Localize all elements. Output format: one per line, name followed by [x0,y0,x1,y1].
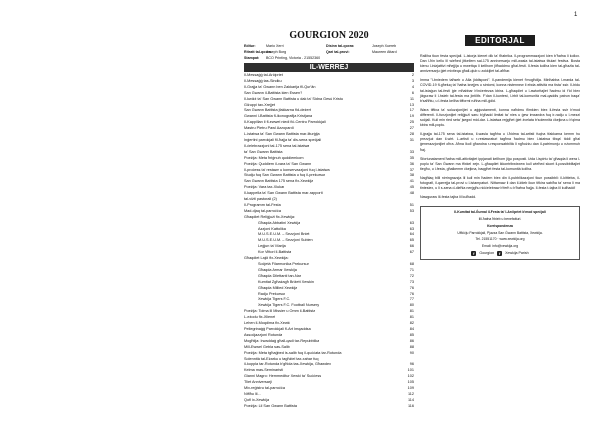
toc-entry-title: Poeżija: Lil San Ġwann Battista [244,403,297,408]
toc-entry-title: Ġwanni l-Battista fl-ikonografija Kristjana [244,114,313,119]
facebook-icon: f [473,250,475,256]
toc-entry-title: San Ġwann Battista jfakkarna fid-deżert [244,108,311,113]
facebook-icon: f [498,250,501,256]
toc-entry-page: 28 [409,132,414,137]
toc-entry-page: 112 [407,391,414,396]
toc-entry-page: 96 [409,362,414,367]
table-of-contents [244,73,414,410]
toc-entry-title: Poeżija: Meta tgħaġbed is-salib fuq il-quċċata tar-Rotunda [244,350,342,355]
toc-entry-page: 68 [409,262,414,266]
toc-entry-title: Il-kwiżż ta' San Ġwann Battista u dak ta' Sidna Ġesù Kristu [244,96,343,101]
toc-entry-page: 11 [410,96,414,101]
toc-entry-page: 64 [409,232,414,237]
masthead-key: Stampat: [244,56,260,60]
editorial-paragraph: Il-ġrajja tal-175 sena tal-istatwa, il-wasla tagħha u l-ħidma tal-artisti fuqha tfakkarna kemm hu prezzjuż dan il-wirt. L-artisti u r-restawraturi tagħna ħadmu biex l-istatwa tibqa' tiddi għal ġenerazzjonijiet oħra. Aħna lkoll għandna r-responsabbiltà li ngħożżu dan il-patrimonju u nżommuh ħaj. [420,132,580,152]
toc-entry-page: 109 [407,386,414,391]
toc-entry-page: 105 [407,380,414,385]
toc-entry-page: 80 [409,303,414,308]
masthead-key: Disinn tal-qoxra: [326,44,355,48]
toc-entry-title: Poeżija: Tolma lil Missier u Omm il-Battista [244,309,316,314]
toc-entry-page: 84 [409,326,414,331]
toc-entry-title: Il-Ġrajja ta' Ġwann ben Zakkarija fil-Qur'ān [244,84,316,89]
toc-entry-page: 38 [409,173,414,178]
toc-entry-title: tal-viżti pastorali (2) [244,197,277,202]
box-line1: Il-Kumitat tal-Ġurnal il-Festa ta' l-Arċipriet b'mod speċjali [454,210,546,215]
toc-entry-page: 76 [409,291,414,296]
toc-entry-page: 90 [409,350,414,355]
toc-entry-page: 2 [411,73,414,77]
masthead-value: Joseph Xuereb [372,44,397,48]
toc-entry-title: Tliet Anniversarji [244,380,272,385]
toc-entry-title: Għaqdiet Lajċi fix-Xewkija: [244,256,289,261]
box-line2: lill-ħafna ħbieb u benefatturi. [478,216,522,221]
masthead-key: Editur: [244,44,256,48]
toc-entry-page: 72 [409,273,414,278]
toc-entry-page: 101 [407,368,414,373]
toc-entry-title: Il-Messaġġ tal-Arċipriet [244,73,283,77]
toc-entry-title: Inġertini parrokjali fil-ħajja ta' dis-sena speċjali [244,137,322,142]
toc-entry-title: Poeżija: Quddiem il-vara ta' San Ġwann [244,161,312,166]
toc-entry-title: Kor Vittori il-Battista [258,250,292,255]
toc-entry-title: Azzjoni Kattolika [258,226,286,231]
toc-entry-page: 86 [409,338,414,343]
toc-entry-page: 53 [409,208,414,213]
toc-entry-title: Radju Prekursur [258,291,286,296]
toc-entry-page: 25 [409,120,414,125]
toc-entry-title: Kelma mas-Seminaristi [244,368,284,373]
toc-entry-page: 85 [409,332,414,337]
toc-entry-title: Mill-Ewwel Gebla sas-Salib [244,344,290,349]
toc-entry-page: 37 [409,167,414,172]
toc-entry-title: Assoċjazzjoni Rotunda [244,332,283,337]
toc-entry-page: 19 [409,114,414,119]
toc-entry-title: Poeżija: Meta ħriġnuh quddiemkom [244,155,304,160]
toc-entry-title: Pellegrinaġġ Parrokkjali fl-Art Imqaddsa [244,326,311,331]
toc-entry-title: Kumitat Żgħażagħ Briżett Xewkin [258,279,314,284]
editorial-paragraph: Sfortunatament ħafna mill-attivitajiet ippjanati kellhom jiġu posposti. Iżda l-ispirtu ta' għaqda li wera l-poplu ta' San Ġwann ma tfixkel xejn. L-għaqdiet ikkontribwixxew kull wieħed skont il-possibbiltajiet tiegħu, u l-festa, għalkemm ċkejkna, baqgħet festa tal-komunità kollha. [420,156,580,171]
contact-heading: Korrispondenza [487,223,513,228]
toc-entry-title: Il-ċelebrazzjoni tal-175 sena tal-istatwa [244,143,310,148]
toc-entry-page: 35 [409,155,414,160]
masthead-value: Maureen Attard [372,50,397,54]
toc-entry-page: 31 [409,137,414,142]
editorial-sign: Nawguraw lil-festa tajba lil kulħadd. [420,195,477,200]
toc-entry-page: 17 [409,108,414,113]
right-column [420,30,580,260]
toc-entry-title: Leġjun ta' Marija [258,244,286,249]
toc-entry-title: ta' San Ġwann Battista [244,149,283,154]
contact-address: Uffiċċju Parrokkjali, Pjazza San Ġwann Battista, Xewkija. [457,230,543,235]
toc-entry-title: Ġiżuppi tax-Xrejjet [244,102,276,107]
masthead-key: Ritratt tal-qoxra: [244,50,272,54]
toc-entry-page: 63 [409,226,414,231]
toc-entry-page: 116 [407,403,414,408]
toc-entry-page: 13 [409,102,414,107]
toc-entry-page: 77 [409,297,414,302]
toc-entry-page: 71 [409,267,414,272]
masthead-row [244,55,414,61]
contact-box [420,206,580,260]
toc-entry-title: Poeżija: Vara tax-Xlukar [244,185,285,190]
toc-entry-title: Għaqda Millied Xewkija [258,285,298,290]
toc-entry-page: 45 [409,185,414,190]
toc-entry-title: Niftħu lil... [244,391,261,396]
toc-entry-title: Qofl ix-Xewkija [244,397,270,402]
masthead-value [372,55,412,61]
toc-entry-title: Il-Programm tal-Festa [244,202,281,207]
toc-entry-title: Għaqdiet Reliġjużi fix-Xewkija: [244,214,296,219]
toc-heading: IL-WERREJ [244,63,414,72]
toc-entry-page: 66 [409,244,414,249]
editorial-heading: EDITORJAL [465,35,535,46]
toc-entry-page: 6 [411,90,414,95]
toc-entry-title: Gianni Magro: Hemmeditur Xewki ta' Suċċess [244,374,322,379]
toc-entry-title: Mix-reġistru tal-parroċċa [244,386,285,391]
toc-entry-page: 76 [409,285,414,290]
toc-entry-page: 51 [409,202,414,207]
toc-entry-page: 88 [409,344,414,349]
toc-entry-page: 3 [411,78,414,83]
toc-entry-title: Solennità tal-Eżarku u tagħżiel tax-xahar fuq [244,356,319,361]
toc-entry-title: Għaqda Armar Xewkija [258,267,297,272]
page-number: 1 [574,12,578,18]
toc-entry-page: 67 [409,250,414,255]
social-parish[interactable]: Xewkija Parish [505,251,529,256]
toc-entry-page: 82 [409,321,414,326]
toc-entry-title: Soċjetà Filarmonika Prekursur [258,262,309,266]
toc-entry-page: 81 [409,309,414,314]
toc-entry-title: Il-kappella ta' San Ġwann Battista mar-rapporti [244,191,323,196]
toc-entry-page: 81 [409,315,414,320]
toc-entry-title: Għaqda Abbatini Xewkija [258,220,301,225]
toc-entry-page: 114 [407,397,414,402]
left-column [244,30,414,410]
editorial-paragraph: Ralliha tkun festa speċjali. L-istorja kienet dik ta' tħabrika. Il-programmazzjoni kien b'ħafna li kollox. Dan l-ħin kellu lil wieħed jitkellem sal-175 anniversarju mill-wasla tal-istatwa titulari festiva. Bosta kienu l-inizjattivi mħejjija u mwettqa li kellhom jitħaddmu għal-festi. Il-festa kollha kien tal-għażla tal-anniversarju ġiet mixtieqa għall-qlub u zokkijiet tal-aħħar. [420,54,580,74]
toc-entry-page: 41 [409,179,414,184]
toc-entry-page: 27 [409,126,414,131]
toc-entry-title: Xewkija Tigers F.C. Football Nursery [258,303,320,308]
toc-entry-title: M.U.S.E.U.M. – Sezzjoni Bniet [258,232,310,237]
toc-entry-title: M.U.S.E.U.M. – Sezzjoni Subien [258,238,313,243]
toc-entry-page: 73 [409,279,414,284]
masthead-value: Mario Xerri [266,44,284,48]
toc-entry-page: 102 [407,374,414,379]
toc-entry-title: Lehen il-Moqdima fix-Xewki [244,321,291,326]
masthead-value: BCO Printing, Victoria - 21552360 [266,56,321,60]
toc-entry-page: 65 [409,238,414,243]
toc-entry-page: 33 [409,149,414,154]
toc-entry-title: Studju fuq San Ġwann Battista u fuq il-prekursur [244,173,326,178]
toc-entry-title: Għaqda Dilettanti tan-Nar [258,273,302,278]
toc-entry-title: L-eżodu fix-Xlienet [244,315,276,320]
masthead-key: Qari tal-provi: [326,50,350,54]
toc-entry-page: 48 [409,191,414,196]
masthead-value: Joseph Borg [266,50,287,54]
toc-entry-title: San Ġwann Battista 175 sena fix-Xewkija [244,179,314,184]
toc-entry-title: Mastru Pietru Pawl Azzopardi [244,126,294,131]
contact-email[interactable]: Email: info@xewkija.org [481,244,519,249]
editorial-paragraph: Wara tiftixa ta' soluzzjonijiet u aġġustamenti, konna naħdmu flimkien biex il-festa ssir b'mod differenti. Il-funzjonijiet reliġjużi saru b'għadd limitat ta' nies u ġew imxandra fuq ir-radju u l-mezzi soċjali. Kull min ried seta' jsegwi mid-dar. L-istatwa reġgħet ġiet żvelata b'solennità ċkejkna u b'qima kbira mill-poplu. [420,107,580,128]
toc-entry[interactable] [244,404,414,410]
toc-entry-title: Xewkija Tigers F.C. [258,297,291,302]
editorial-paragraph: Imma "l-bniedem taħseb u Alla jiddisponi". Il-pandemija kienet f'mogħdija. Minħabba l-marda tal-COVID-19 fl-għeluq ta' ħafna knejjes u sintomi, konna nistennew li ebda attività ma tista' ssir. Il-bidu tal-istaġun tal-festi ġie mħabbar b'inċertezza kbira. L-għaqdiet u l-awtoritajiet ħadmu id f'id biex jiżguraw li l-hsieb tal-festa ma jintilifx. F'dan il-kuntest, l-irbit tal-komunità mal-qaddis patrun baqa' b'saħħtu, u l-festa kellha tifformi ruħha mill-ġdid. [420,78,580,103]
masthead [244,43,414,61]
magazine-title: GOURGION 2020 [289,30,369,41]
editorial-paragraph: Nagħlaq billi nirringrazzja lil kull min ħadem biex din il-pubblikazzjoni tkun possibbli: il-kittieba, il-fotografi, il-qarrejja tal-provi u l-istampaturi. Nittamaw li dan il-ktieb ikun tifkira sabiħa ta' sena li ma tintesiex, u li s-sena d-dieħla nerġgħu niċċelebraw b'ferħ u b'ħafna ħajja. Il-festa t-tajba lil kulħadd! [420,175,580,191]
toc-entry-title: Il-Kappillan li fl-ewwel niedi fiċ-Ċentru Parrokkjali [244,120,326,125]
toc-entry-title: San Ġwann il-Battista kien Essen? [244,90,303,95]
editorial-body [420,54,580,191]
toc-entry-title: Il-Messaġġ tas-Sindku [244,78,282,83]
masthead-key [326,55,372,61]
toc-entry-page: 4 [411,84,414,89]
toc-entry-title: L-istatwa ta' San Ġwann Battista mar-liturġija [244,132,320,137]
toc-entry-title: Il-proċess ta' restawr u konservazzjoni fuq l-istatwa [244,167,330,172]
social-gourgion[interactable]: Gourgion [479,251,495,256]
toc-entry-page: 36 [409,161,414,166]
toc-entry-title: il-koppla tar-Rotunda b'għida tas-Xewkija, Għawdex [244,362,332,367]
toc-entry-title: Mad-djaq tal-parroċċa [244,208,281,213]
contact-tel: Tel. 21551170 · www.xewkija.org [475,237,525,242]
toc-entry-page: 63 [409,220,414,225]
toc-entry-title: Mogħtija: Irwaddaġ għall-qadi tar-Repubblika [244,338,320,343]
